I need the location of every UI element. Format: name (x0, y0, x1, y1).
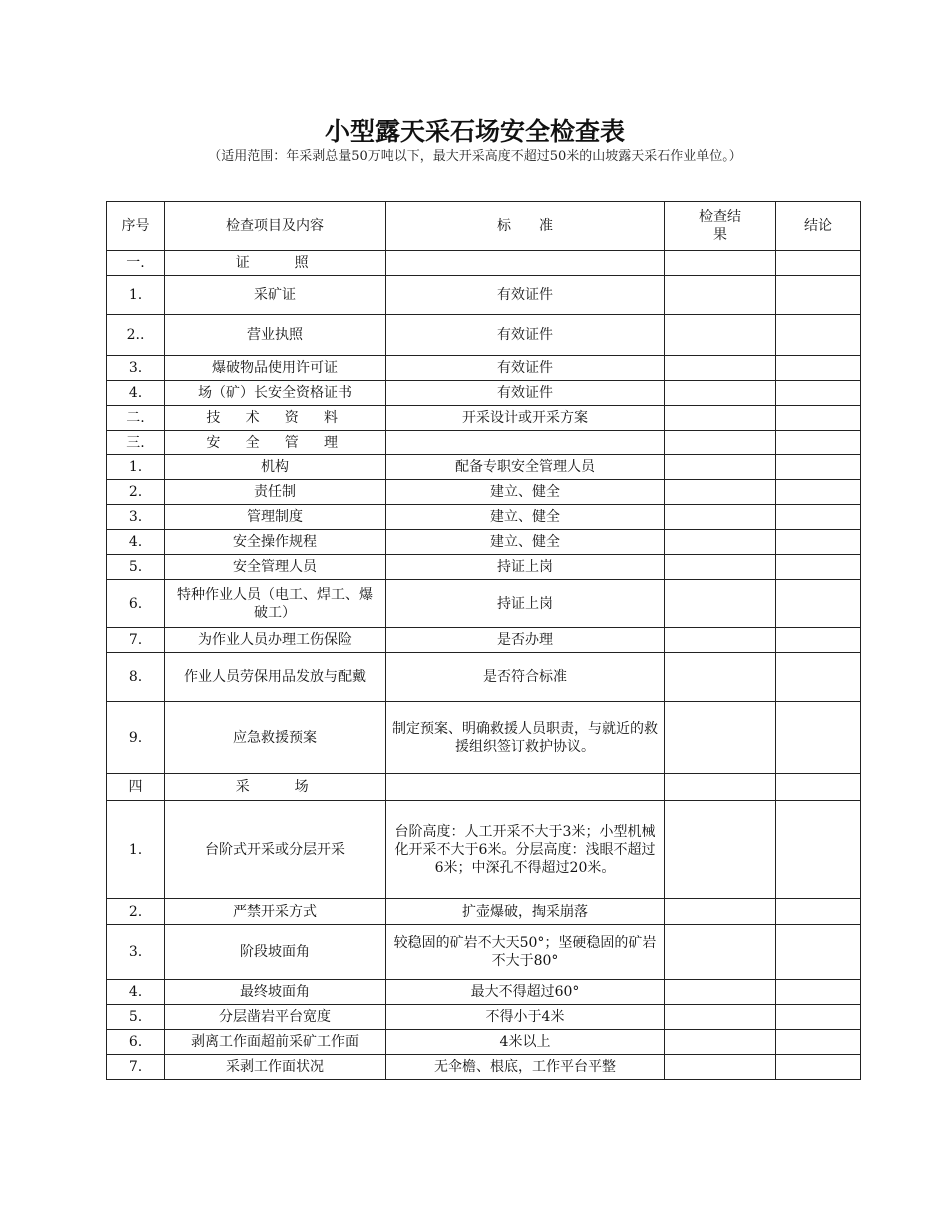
check-item: 作业人员劳保用品发放与配戴 (165, 653, 386, 702)
row-number: 四 (107, 774, 165, 801)
conclusion (776, 356, 861, 381)
check-item: 严禁开采方式 (165, 899, 386, 925)
check-item: 营业执照 (165, 315, 386, 356)
header-standard: 标 准 (386, 202, 665, 251)
table-row (107, 356, 861, 381)
check-item: 应急救援预案 (165, 702, 386, 774)
row-number: 2. (107, 899, 165, 925)
conclusion (776, 455, 861, 480)
check-item: 最终坡面角 (165, 980, 386, 1005)
standard: 较稳固的矿岩不大天50°；坚硬稳固的矿岩不大于80° (386, 925, 665, 980)
conclusion (776, 653, 861, 702)
conclusion (776, 1005, 861, 1030)
standard: 建立、健全 (386, 530, 665, 555)
standard: 有效证件 (386, 315, 665, 356)
row-number: 5. (107, 555, 165, 580)
standard: 最大不得超过60° (386, 980, 665, 1005)
check-item: 安 全 管 理 (165, 431, 386, 455)
conclusion (776, 431, 861, 455)
table-row (107, 1005, 861, 1030)
check-item: 责任制 (165, 480, 386, 505)
check-item: 采矿证 (165, 276, 386, 315)
standard: 制定预案、明确救援人员职责，与就近的救援组织签订救护协议。 (386, 702, 665, 774)
check-item: 采剥工作面状况 (165, 1055, 386, 1080)
standard: 是否符合标准 (386, 653, 665, 702)
check-result (665, 406, 776, 431)
conclusion (776, 702, 861, 774)
table-row (107, 276, 861, 315)
conclusion (776, 801, 861, 899)
conclusion (776, 480, 861, 505)
check-result (665, 1030, 776, 1055)
check-item: 场（矿）长安全资格证书 (165, 381, 386, 406)
row-number: 2.. (107, 315, 165, 356)
check-item: 爆破物品使用许可证 (165, 356, 386, 381)
row-number: 二. (107, 406, 165, 431)
header-conclusion: 结论 (776, 202, 861, 251)
standard: 开采设计或开采方案 (386, 406, 665, 431)
standard (386, 431, 665, 455)
conclusion (776, 505, 861, 530)
table-row (107, 315, 861, 356)
conclusion (776, 530, 861, 555)
check-result (665, 530, 776, 555)
check-result (665, 555, 776, 580)
check-result (665, 251, 776, 276)
standard: 是否办理 (386, 628, 665, 653)
standard: 配备专职安全管理人员 (386, 455, 665, 480)
conclusion (776, 980, 861, 1005)
conclusion (776, 774, 861, 801)
header-no: 序号 (107, 202, 165, 251)
row-number: 9. (107, 702, 165, 774)
conclusion (776, 276, 861, 315)
check-result (665, 381, 776, 406)
standard: 持证上岗 (386, 555, 665, 580)
row-number: 1. (107, 455, 165, 480)
scope-note: （适用范围：年采剥总量50万吨以下，最大开采高度不超过50米的山坡露天采石作业单位。） (208, 149, 742, 164)
check-result (665, 356, 776, 381)
check-item: 阶段坡面角 (165, 925, 386, 980)
standard: 扩壶爆破，掏采崩落 (386, 899, 665, 925)
table-row (107, 505, 861, 530)
table-row (107, 801, 861, 899)
check-result (665, 480, 776, 505)
row-number: 一. (107, 251, 165, 276)
conclusion (776, 899, 861, 925)
table-row (107, 628, 861, 653)
table-body (107, 251, 861, 1080)
check-item: 管理制度 (165, 505, 386, 530)
standard (386, 251, 665, 276)
check-result (665, 1055, 776, 1080)
standard: 持证上岗 (386, 580, 665, 628)
check-result (665, 1005, 776, 1030)
table-row (107, 653, 861, 702)
check-item: 分层凿岩平台宽度 (165, 1005, 386, 1030)
header-row (107, 202, 861, 251)
conclusion (776, 1030, 861, 1055)
table-row (107, 1030, 861, 1055)
check-item: 台阶式开采或分层开采 (165, 801, 386, 899)
row-number: 3. (107, 925, 165, 980)
check-result (665, 702, 776, 774)
check-item: 剥离工作面超前采矿工作面 (165, 1030, 386, 1055)
conclusion (776, 925, 861, 980)
standard: 4米以上 (386, 1030, 665, 1055)
row-number: 2. (107, 480, 165, 505)
row-number: 8. (107, 653, 165, 702)
check-item: 技 术 资 料 (165, 406, 386, 431)
check-result (665, 455, 776, 480)
conclusion (776, 251, 861, 276)
standard: 不得小于4米 (386, 1005, 665, 1030)
table-row (107, 381, 861, 406)
conclusion (776, 580, 861, 628)
check-item: 安全操作规程 (165, 530, 386, 555)
check-result (665, 628, 776, 653)
row-number: 三. (107, 431, 165, 455)
row-number: 6. (107, 580, 165, 628)
table-row (107, 406, 861, 431)
check-item: 安全管理人员 (165, 555, 386, 580)
header-result: 检查结果 (665, 202, 776, 251)
row-number: 7. (107, 628, 165, 653)
check-result (665, 653, 776, 702)
conclusion (776, 1055, 861, 1080)
standard: 有效证件 (386, 381, 665, 406)
table-row (107, 555, 861, 580)
standard: 有效证件 (386, 356, 665, 381)
conclusion (776, 315, 861, 356)
check-item: 特种作业人员（电工、焊工、爆破工） (165, 580, 386, 628)
table-row (107, 480, 861, 505)
row-number: 4. (107, 980, 165, 1005)
row-number: 3. (107, 356, 165, 381)
standard: 台阶高度：人工开采不大于3米；小型机械化开采不大于6米。分层高度：浅眼不超过6米；中深孔不得超过20米。 (386, 801, 665, 899)
check-item: 机构 (165, 455, 386, 480)
check-item: 采 场 (165, 774, 386, 801)
check-result (665, 276, 776, 315)
table-row (107, 530, 861, 555)
check-result (665, 431, 776, 455)
conclusion (776, 406, 861, 431)
row-number: 5. (107, 1005, 165, 1030)
check-result (665, 315, 776, 356)
conclusion (776, 628, 861, 653)
check-item: 证 照 (165, 251, 386, 276)
conclusion (776, 555, 861, 580)
conclusion (776, 381, 861, 406)
row-number: 7. (107, 1055, 165, 1080)
check-result (665, 505, 776, 530)
page-title: 小型露天采石场安全检查表 (324, 117, 625, 146)
row-number: 1. (107, 801, 165, 899)
standard: 无伞檐、根底，工作平台平整 (386, 1055, 665, 1080)
table-row (107, 455, 861, 480)
standard: 建立、健全 (386, 480, 665, 505)
header-item: 检查项目及内容 (165, 202, 386, 251)
inspection-table (106, 201, 861, 1080)
row-number: 6. (107, 1030, 165, 1055)
row-number: 1. (107, 276, 165, 315)
check-result (665, 925, 776, 980)
check-item: 为作业人员办理工伤保险 (165, 628, 386, 653)
table-row (107, 431, 861, 455)
table-row (107, 980, 861, 1005)
table-row (107, 925, 861, 980)
check-result (665, 580, 776, 628)
row-number: 4. (107, 530, 165, 555)
standard: 建立、健全 (386, 505, 665, 530)
check-result (665, 801, 776, 899)
table-row (107, 899, 861, 925)
check-result (665, 980, 776, 1005)
table-row (107, 774, 861, 801)
table-row (107, 702, 861, 774)
table-row (107, 1055, 861, 1080)
row-number: 3. (107, 505, 165, 530)
table-row (107, 580, 861, 628)
row-number: 4. (107, 381, 165, 406)
table-row (107, 251, 861, 276)
standard (386, 774, 665, 801)
check-result (665, 899, 776, 925)
standard: 有效证件 (386, 276, 665, 315)
check-result (665, 774, 776, 801)
